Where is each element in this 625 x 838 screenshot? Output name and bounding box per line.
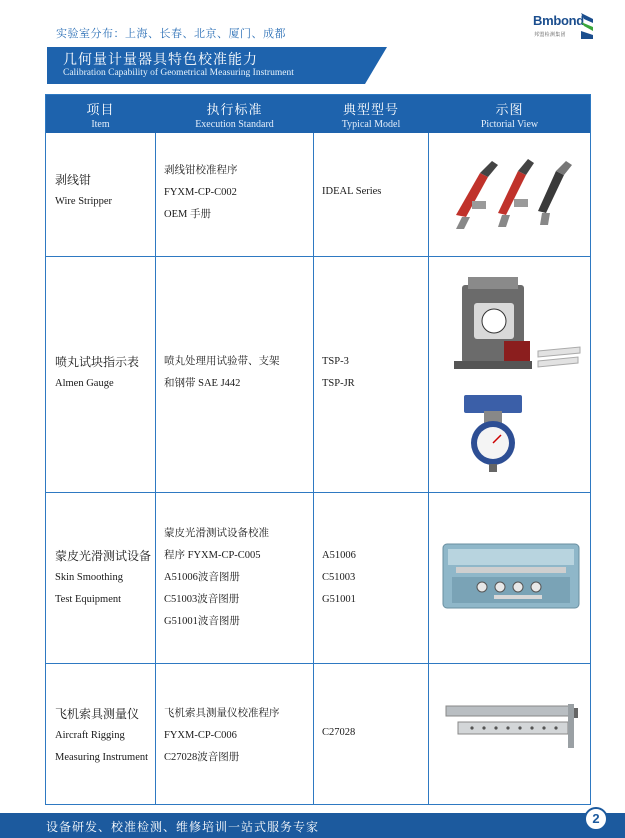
header-picture: 示图 Pictorial View [480,103,539,130]
row-3-item: 蒙皮光滑测试设备 Skin Smoothing Test Equipment [55,549,152,605]
row-4-model: C27028 [322,727,356,738]
row-1-model: IDEAL Series [322,186,382,197]
header-item: 项目 Item [86,103,115,130]
section-banner [47,47,387,84]
header-model: 典型型号 Typical Model [341,103,401,130]
row-2-model: TSP-3 TSP-JR [322,356,355,389]
banner-title-cn: 几何量计量器具特色校准能力 [63,52,258,68]
row-3-model: A51006 C51003 G51001 [322,550,356,605]
logo-mark-icon [580,12,594,40]
column-divider [428,133,429,804]
header-standard: 执行标准 Execution Standard [195,103,274,130]
row-4-item: 飞机索具测量仪 Aircraft Rigging Measuring Instrument [55,707,149,763]
logo-text: Bmbond [533,13,584,28]
logo-subtext: 邦盟检测集团 [534,32,566,38]
footer-slogan: 设备研发、校准检测、维修培训一站式服务专家 [46,820,320,834]
almen-gauge-photo [454,273,582,473]
row-divider [46,256,590,257]
table-header [46,95,590,133]
row-2-item: 喷丸试块指示表 Almen Gauge [55,355,140,389]
company-logo [533,10,595,44]
page-number-badge: 2 [584,807,608,831]
row-divider [46,663,590,664]
column-divider [155,133,156,804]
footer-bar [0,813,625,838]
calibration-table [45,94,591,805]
row-3-standard: 蒙皮光滑测试设备校准 程序 FYXM-CP-C005 A51006波音图册 C51003波音图册 G51001波音图册 [164,528,269,627]
row-4-standard: 飞机索具测量仪校准程序 FYXM-CP-C006 C27028波音图册 [164,708,280,763]
banner-title-en: Calibration Capability of Geometrical Measuring Instrument [63,68,294,78]
rigging-bar-photo [444,702,580,750]
lab-locations-line: 实验室分布：上海、长春、北京、厦门、成都 [56,27,286,40]
column-divider [313,133,314,804]
row-divider [46,492,590,493]
row-1-item: 剥线钳 Wire Stripper [55,173,113,207]
row-2-standard: 喷丸处理用试验带、支架 和钢带 SAE J442 [164,356,280,389]
row-1-standard: 剥线钳校准程序 FYXM-CP-C002 OEM 手册 [164,165,238,220]
skin-smoothing-case-photo [442,543,580,609]
wire-stripper-photo [442,151,582,231]
